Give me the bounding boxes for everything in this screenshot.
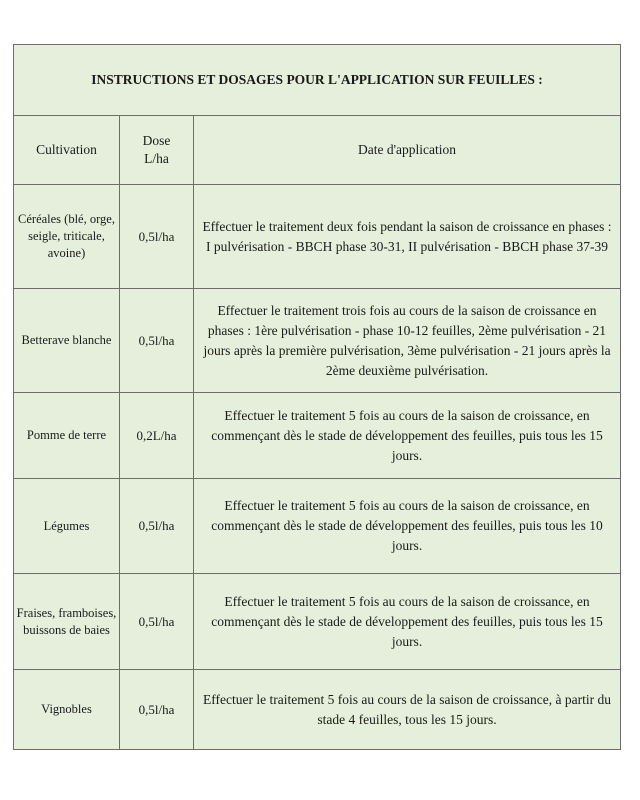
crop-cell: Légumes <box>14 479 120 574</box>
crop-cell: Céréales (blé, orge, seigle, triticale, avoine) <box>14 185 120 289</box>
date-cell: Effectuer le traitement 5 fois au cours de la saison de croissance, en commençant dès le stade de développement des feuilles, puis tous les 10 jours. <box>194 479 621 574</box>
header-crop: Cultivation <box>14 116 120 185</box>
dose-cell: 0,5l/ha <box>120 479 194 574</box>
date-cell: Effectuer le traitement 5 fois au cours de la saison de croissance, en commençant dès le stade de développement des feuilles, puis tous les 15 jours. <box>194 393 621 479</box>
table-title: INSTRUCTIONS ET DOSAGES POUR L'APPLICATION SUR FEUILLES : <box>14 45 621 116</box>
dose-cell: 0,5l/ha <box>120 185 194 289</box>
table-row <box>14 185 621 289</box>
table-row <box>14 393 621 479</box>
crop-cell: Fraises, framboises, buissons de baies <box>14 574 120 670</box>
title-row <box>14 45 621 116</box>
application-table <box>13 44 621 750</box>
table-row <box>14 574 621 670</box>
table-row <box>14 479 621 574</box>
header-row <box>14 116 621 185</box>
crop-cell: Vignobles <box>14 670 120 750</box>
date-cell: Effectuer le traitement 5 fois au cours de la saison de croissance, à partir du stade 4 feuilles, tous les 15 jours. <box>194 670 621 750</box>
table-row <box>14 670 621 750</box>
date-cell: Effectuer le traitement 5 fois au cours de la saison de croissance, en commençant dès le stade de développement des feuilles, puis tous les 15 jours. <box>194 574 621 670</box>
header-date: Date d'application <box>194 116 621 185</box>
crop-cell: Betterave blanche <box>14 289 120 393</box>
date-cell: Effectuer le traitement trois fois au cours de la saison de croissance en phases : 1ère pulvérisation - phase 10-12 feuilles, 2ème pulvérisation - 21 jours après la première pulvérisation, 3ème pulvérisation - 21 jours après la 2ème deuxième pulvérisation. <box>194 289 621 393</box>
header-dose-line2: L/ha <box>144 151 169 166</box>
dose-cell: 0,5l/ha <box>120 670 194 750</box>
header-dose <box>120 116 194 185</box>
dose-cell: 0,5l/ha <box>120 289 194 393</box>
crop-cell: Pomme de terre <box>14 393 120 479</box>
dose-cell: 0,2L/ha <box>120 393 194 479</box>
date-cell: Effectuer le traitement deux fois pendant la saison de croissance en phases : I pulvérisation - BBCH phase 30-31, II pulvérisation - BBCH phase 37-39 <box>194 185 621 289</box>
dose-cell: 0,5l/ha <box>120 574 194 670</box>
table-row <box>14 289 621 393</box>
header-dose-line1: Dose <box>142 133 171 148</box>
